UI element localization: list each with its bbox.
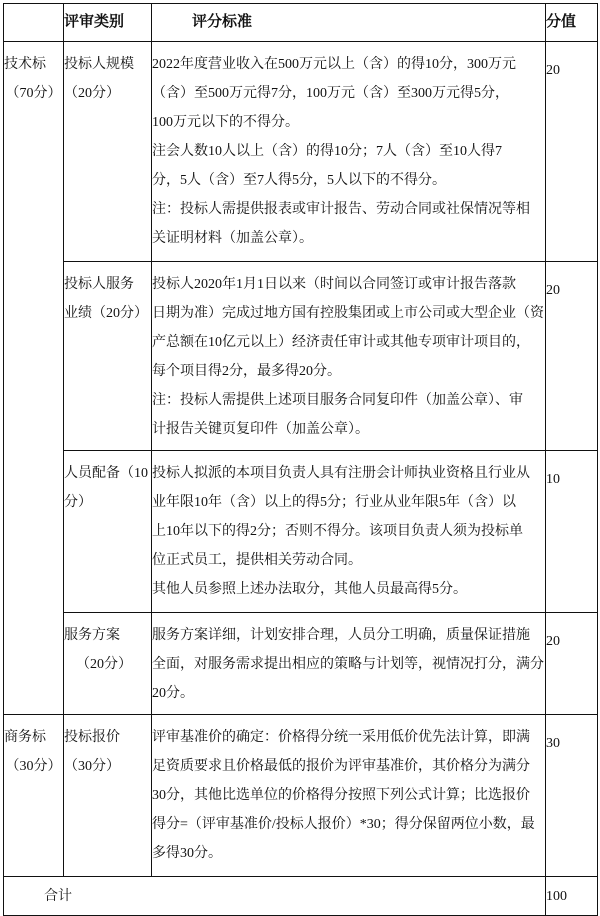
group-points: （70分）	[5, 86, 62, 101]
category-cell	[64, 451, 152, 613]
category-cell	[64, 42, 152, 262]
text-line: 评审基准价的确定：价格得分统一采用低价优先法计算，即满	[152, 730, 530, 745]
text-line: 日期为准）完成过地方国有控股集团或上市公司或大型企业（资	[152, 306, 544, 321]
criteria-cell	[152, 715, 546, 877]
text-line: 服务方案	[64, 628, 120, 643]
text-line: 得分=（评审基准价/投标人报价）*30；得分保留两位小数，最	[152, 817, 535, 832]
table-row	[4, 715, 598, 877]
group-label: 商务标	[4, 730, 46, 745]
table-row	[4, 451, 598, 613]
header-criteria: 评分标准	[152, 4, 546, 42]
text-line: 产总额在10亿元以上）经济责任审计或其他专项审计项目的，	[152, 335, 530, 350]
text-line: 100万元以下的不得分。	[152, 115, 299, 130]
text-line: 30分，其他比选单位的价格得分按照下列公式计算；比选报价	[152, 788, 530, 803]
text-line: （20分）	[64, 86, 120, 101]
header-row	[4, 4, 598, 42]
text-line: 2022年度营业收入在500万元以上（含）的得10分，300万元	[152, 57, 516, 72]
score-cell: 30	[546, 715, 598, 877]
criteria-cell	[152, 451, 546, 613]
text-line: 投标人2020年1月1日以来（时间以合同签订或审计报告落款	[152, 277, 516, 292]
text-line: 服务方案详细，计划安排合理，人员分工明确，质量保证措施	[152, 628, 530, 643]
text-line: 位正式员工，提供相关劳动合同。	[152, 553, 362, 568]
text-line: 每个项目得2分，最多得20分。	[152, 364, 341, 379]
text-line: 分）	[64, 495, 92, 510]
text-line: 足资质要求且价格最低的报价为评审基准价，其价格分为满分	[152, 759, 530, 774]
text-line: 注会人数10人以上（含）的得10分；7人（含）至10人得7	[152, 144, 502, 159]
text-line: 业绩（20分）	[64, 306, 148, 321]
header-group	[4, 4, 64, 42]
total-score: 100	[546, 877, 598, 916]
text-line: 投标人规模	[64, 57, 134, 72]
total-row	[4, 877, 598, 916]
text-line: 其他人员参照上述办法取分，其他人员最高得5分。	[152, 582, 467, 597]
table-row	[4, 262, 598, 451]
group-points: （30分）	[5, 759, 62, 774]
scoring-table	[3, 3, 598, 916]
text-line: 计报告关键页复印件（加盖公章）。	[152, 422, 369, 437]
category-cell	[64, 613, 152, 715]
text-line: （含）至500万元得7分，100万元（含）至300万元得5分，	[152, 86, 509, 101]
text-line: 20分。	[152, 686, 194, 701]
score-cell: 20	[546, 613, 598, 715]
score-cell: 20	[546, 42, 598, 262]
criteria-cell	[152, 262, 546, 451]
table-row	[4, 613, 598, 715]
category-cell	[64, 262, 152, 451]
text-line: 注：投标人需提供上述项目服务合同复印件（加盖公章）、审	[152, 393, 523, 408]
text-line: 多得30分。	[152, 846, 222, 861]
criteria-cell	[152, 42, 546, 262]
text-line: 投标人拟派的本项目负责人具有注册会计师执业资格且行业从	[152, 466, 530, 481]
text-line: 分，5人（含）至7人得5分，5人以下的不得分。	[152, 173, 446, 188]
text-line: （30分）	[64, 759, 120, 774]
category-cell	[64, 715, 152, 877]
group-label: 技术标	[4, 57, 46, 72]
text-line: 投标人服务	[64, 277, 134, 292]
header-category: 评审类别	[64, 4, 152, 42]
criteria-cell	[152, 613, 546, 715]
table-row	[4, 42, 598, 262]
text-line: 上10年以下的得2分；否则不得分。该项目负责人须为投标单	[152, 524, 523, 539]
text-line: 业年限10年（含）以上的得5分；行业从业年限5年（含）以	[152, 495, 516, 510]
text-line: 关证明材料（加盖公章）。	[152, 231, 313, 246]
text-line: （20分）	[76, 657, 132, 672]
group-commercial	[4, 715, 64, 877]
text-line: 全面，对服务需求提出相应的策略与计划等，视情况打分，满分	[152, 657, 544, 672]
text-line: 投标报价	[64, 730, 120, 745]
text-line: 人员配备（10	[64, 466, 148, 481]
header-score: 分值	[546, 4, 598, 42]
score-cell: 10	[546, 451, 598, 613]
group-technical	[4, 42, 64, 715]
score-cell: 20	[546, 262, 598, 451]
text-line: 注：投标人需提供报表或审计报告、劳动合同或社保情况等相	[152, 202, 530, 217]
total-label: 合计	[4, 877, 546, 916]
